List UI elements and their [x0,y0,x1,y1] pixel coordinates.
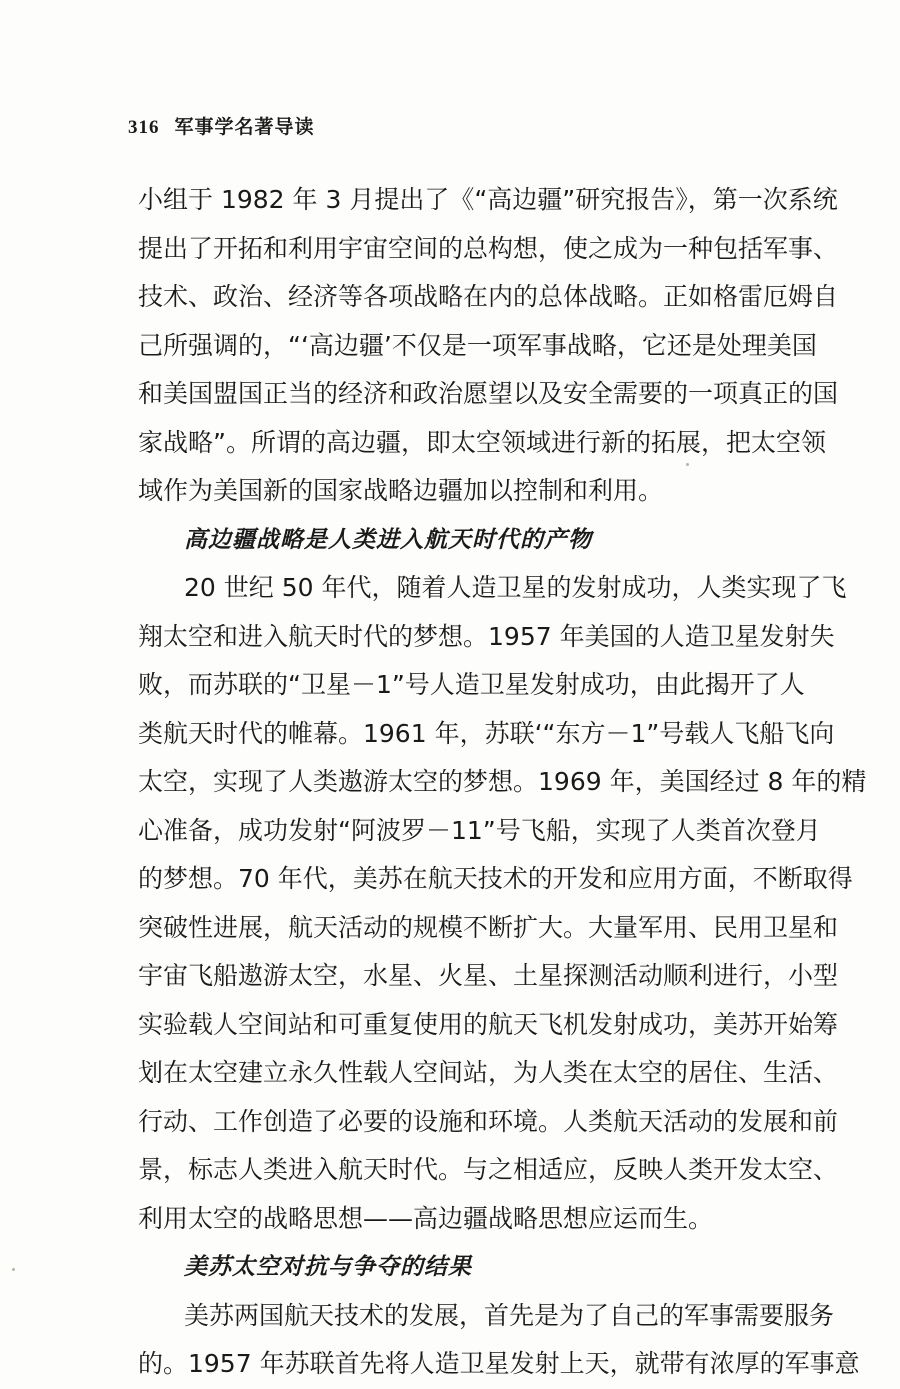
text-line: 划在太空建立永久性载人空间站，为人类在太空的居住、生活、 [138,1058,839,1087]
section-heading: 高边疆战略是人类进入航天时代的产物 [184,525,592,553]
text-line: 利用太空的战略思想——高边疆战略思想应运而生。 [138,1203,714,1233]
text-line: 心准备，成功发射“阿波罗－11”号飞船，实现了人类首次登月 [138,815,821,845]
text-line: 类航天时代的帷幕。1961 年，苏联‘“东方－1”号载人飞船飞向 [138,718,835,748]
text-line: 和美国盟国正当的经济和政治愿望以及安全需要的一项真正的国 [138,379,839,408]
text-line: 景，标志人类进入航天时代。与之相适应，反映人类开发太空、 [138,1155,839,1184]
text-line: 败，而苏联的“卫星－1”号人造卫星发射成功，由此揭开了人 [138,670,805,699]
text-line: 太空，实现了人类遨游太空的梦想。1969 年，美国经过 8 年的精 [138,767,867,796]
text-line: 技术、政治、经济等各项战略在内的总体战略。正如格雷厄姆自 [138,282,839,311]
text-line: 己所强调的，“‘高边疆’不仅是一项军事战略，它还是处理美国 [138,330,817,360]
text-line: 域作为美国新的国家战略边疆加以控制和利用。 [138,476,664,505]
text-line: 提出了开拓和利用宇宙空间的总构想，使之成为一种包括军事、 [138,233,839,263]
paper-speck [12,1268,15,1271]
text-line: 突破性进展，航天活动的规模不断扩大。大量军用、民用卫星和 [138,912,839,942]
text-line: 小组于 1982 年 3 月提出了《“高边疆”研究报告》，第一次系统 [138,185,838,214]
section-heading: 美苏太空对抗与争夺的结果 [184,1253,472,1280]
text-line: 20 世纪 50 年代，随着人造卫星的发射成功，人类实现了飞 [184,573,847,602]
text-line: 的。1957 年苏联首先将人造卫星发射上天，就带有浓厚的军事意 [138,1349,860,1378]
paper-speck [686,463,689,466]
text-line: 实验载人空间站和可重复使用的航天飞机发射成功，美苏开始筹 [138,1009,839,1039]
text-line: 行动、工作创造了必要的设施和环境。人类航天活动的发展和前 [138,1106,839,1136]
body-text [138,176,867,1389]
text-line: 家战略”。所谓的高边疆，即太空领域进行新的拓展，把太空领 [138,427,826,457]
book-title: 军事学名著导读 [174,116,315,138]
page-number: 316 [128,117,160,138]
running-header [128,112,315,139]
text-line: 的梦想。70 年代，美苏在航天技术的开发和应用方面，不断取得 [138,864,853,893]
text-line: 翔太空和进入航天时代的梦想。1957 年美国的人造卫星发射失 [138,621,835,651]
text-line: 宇宙飞船遨游太空，水星、火星、土星探测活动顺利进行，小型 [138,961,839,990]
text-line: 美苏两国航天技术的发展，首先是为了自己的军事需要服务 [184,1300,835,1330]
